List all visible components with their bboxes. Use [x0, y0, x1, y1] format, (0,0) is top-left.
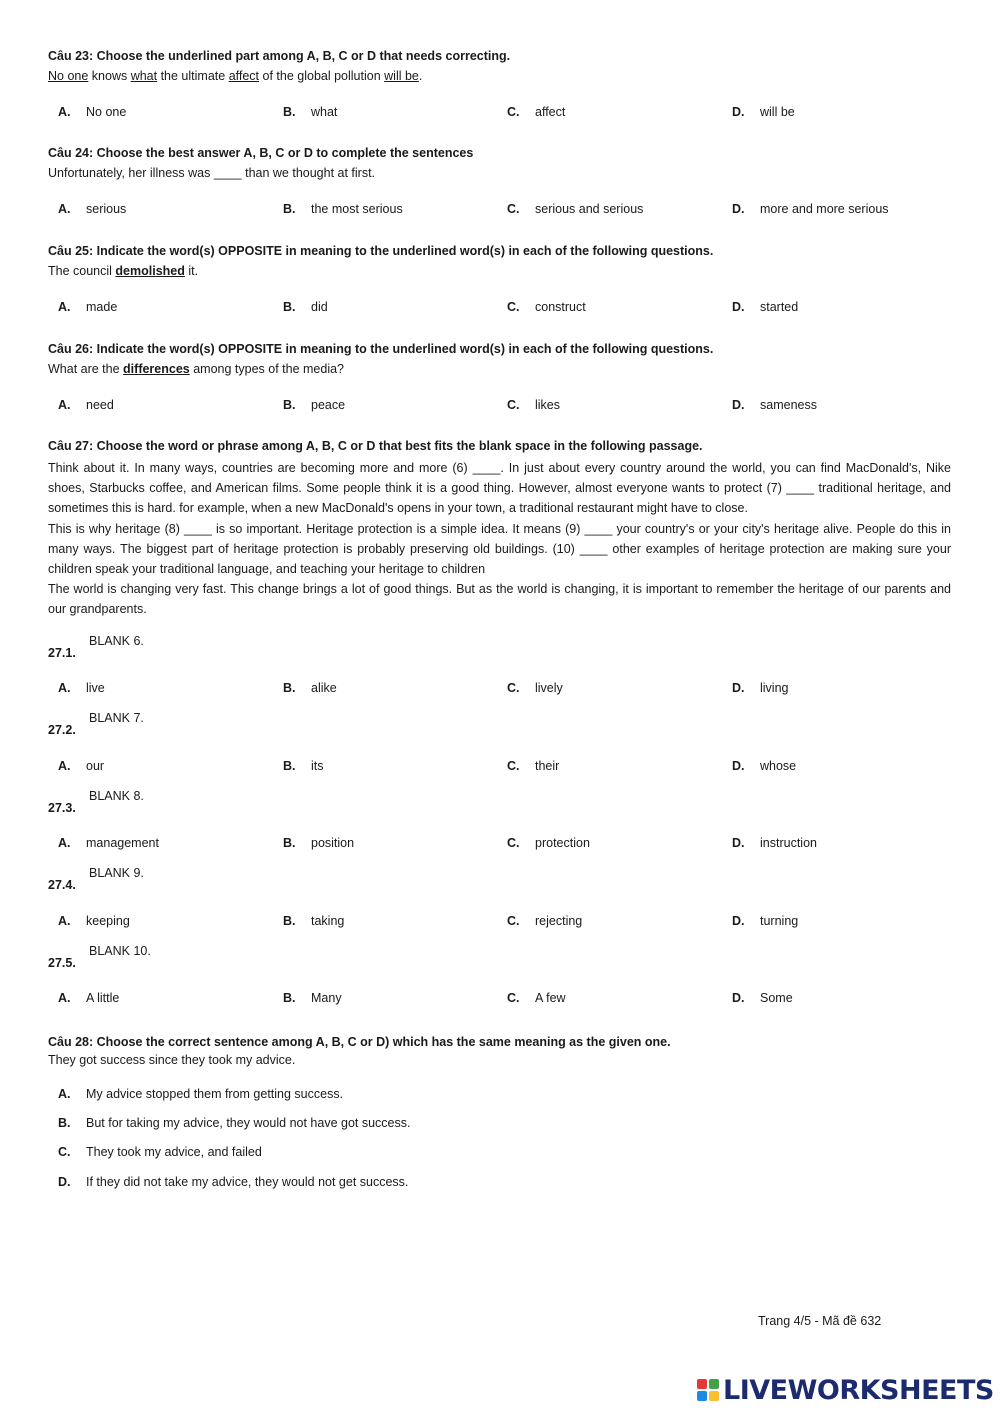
q27-3-option-b[interactable] [273, 836, 354, 850]
q27-2-option-c[interactable] [497, 759, 559, 773]
q27-1-option-a[interactable] [48, 681, 105, 695]
q26-option-a[interactable] [48, 398, 114, 412]
q28-option-b[interactable] [48, 1116, 410, 1130]
q25-option-a[interactable] [48, 300, 117, 314]
q27-2-options [48, 759, 951, 777]
option-letter: D. [732, 991, 745, 1005]
q25-title: Câu 25: Indicate the word(s) OPPOSITE in meaning to the underlined word(s) in each of the following questions. [48, 244, 714, 258]
option-text: will be [760, 105, 795, 119]
q27-1-options [48, 681, 951, 699]
q28-option-c[interactable] [48, 1145, 262, 1159]
passage-paragraph: This is why heritage (8) ____ is so important. Heritage protection is a simple idea. It means (9) ____ your country's or your city's heritage alive. People do this in many ways. The biggest part of heritage protection is probably preserving old buildings. (10) ____ other examples of heritage protection are making sure your children speak your traditional language, and teaching your heritage to children [48, 521, 951, 577]
q25-text: The council [48, 264, 116, 278]
option-letter: D. [732, 300, 745, 314]
option-text: My advice stopped them from getting success. [86, 1087, 344, 1101]
logo-text: LIVEWORKSHEETS [723, 1375, 994, 1406]
option-letter: D. [732, 398, 745, 412]
q23-title: Câu 23: Choose the underlined part among A, B, C or D that needs correcting. [48, 49, 511, 63]
q27-2-number: 27.2. [48, 723, 76, 737]
option-text: need [86, 398, 114, 412]
q26-title: Câu 26: Indicate the word(s) OPPOSITE in meaning to the underlined word(s) in each of the following questions. [48, 342, 714, 356]
option-letter: A. [58, 202, 71, 216]
option-text: No one [86, 105, 127, 119]
option-letter: C. [507, 105, 520, 119]
option-text: Some [760, 991, 793, 1005]
option-text: Many [311, 991, 342, 1005]
q23-text: . [418, 69, 423, 83]
option-text: A little [86, 991, 120, 1005]
q24-option-c[interactable] [497, 202, 643, 216]
option-text: alike [311, 681, 337, 695]
option-text: keeping [86, 914, 130, 928]
option-text: their [535, 759, 560, 773]
q26-text: among types of the media? [189, 362, 345, 376]
page-footer: Trang 4/5 - Mã đề 632 [758, 1314, 882, 1328]
option-text: taking [311, 914, 345, 928]
q25-option-d[interactable] [722, 300, 798, 314]
q28-sentence: They got success since they took my advice. [48, 1053, 296, 1067]
option-text: made [86, 300, 118, 314]
option-letter: D. [732, 681, 745, 695]
q26-option-d[interactable] [722, 398, 817, 412]
option-text: living [760, 681, 789, 695]
q27-4-blank-label: BLANK 9. [89, 866, 144, 880]
q27-5-options [48, 991, 951, 1009]
option-letter: D. [732, 914, 745, 928]
option-letter: C. [507, 914, 520, 928]
option-text: more and more serious [760, 202, 889, 216]
option-text: rejecting [535, 914, 583, 928]
option-letter: C. [507, 202, 520, 216]
option-text: started [760, 300, 799, 314]
option-letter: D. [732, 836, 745, 850]
option-letter: A. [58, 836, 71, 850]
q27-passage [48, 458, 951, 620]
option-letter: A. [58, 300, 71, 314]
q27-3-blank-label: BLANK 8. [89, 789, 144, 803]
q24-option-d[interactable] [722, 202, 889, 216]
option-text: whose [760, 759, 797, 773]
q27-5-number: 27.5. [48, 956, 76, 970]
q27-5-option-b[interactable] [273, 991, 342, 1005]
option-text: live [86, 681, 105, 695]
option-letter: D. [732, 759, 745, 773]
q23-underlined-d: will be [384, 69, 419, 83]
q27-3-option-c[interactable] [497, 836, 590, 850]
q23-sentence [48, 69, 422, 83]
q27-5-blank-label: BLANK 10. [89, 944, 151, 958]
q27-4-number: 27.4. [48, 878, 76, 892]
option-letter: A. [58, 681, 71, 695]
option-text: But for taking my advice, they would not have got success. [86, 1116, 411, 1130]
option-text: construct [535, 300, 586, 314]
q23-options [48, 105, 951, 123]
option-text: A few [535, 991, 566, 1005]
q24-sentence: Unfortunately, her illness was ____ than we thought at first. [48, 166, 376, 180]
q27-5-option-a[interactable] [48, 991, 119, 1005]
q27-title: Câu 27: Choose the word or phrase among A, B, C or D that best fits the blank space in the following passage. [48, 439, 703, 453]
option-letter: A. [58, 759, 71, 773]
option-letter: A. [58, 991, 71, 1005]
liveworksheets-logo [697, 1375, 994, 1411]
option-text: position [311, 836, 355, 850]
q25-options [48, 300, 951, 318]
option-letter: D. [58, 1175, 71, 1189]
q23-option-b[interactable] [273, 105, 337, 119]
option-letter: C. [507, 759, 520, 773]
q23-option-c[interactable] [497, 105, 565, 119]
q23-underlined-b: what [130, 69, 158, 83]
q27-5-option-c[interactable] [497, 991, 566, 1005]
option-text: peace [311, 398, 346, 412]
option-letter: B. [283, 681, 296, 695]
q26-options [48, 398, 951, 416]
q27-1-option-b[interactable] [273, 681, 337, 695]
option-letter: B. [283, 300, 296, 314]
option-letter: A. [58, 914, 71, 928]
logo-tiles-icon [697, 1379, 721, 1403]
q27-1-option-d[interactable] [722, 681, 789, 695]
option-letter: B. [283, 759, 296, 773]
option-letter: B. [58, 1116, 71, 1130]
option-letter: B. [283, 105, 296, 119]
option-text: turning [760, 914, 799, 928]
worksheet-page [48, 0, 951, 1413]
q24-option-a[interactable] [48, 202, 126, 216]
q27-4-option-d[interactable] [722, 914, 798, 928]
q25-option-b[interactable] [273, 300, 328, 314]
q26-option-c[interactable] [497, 398, 560, 412]
option-letter: B. [283, 991, 296, 1005]
q27-4-option-c[interactable] [497, 914, 582, 928]
q28-option-a[interactable] [48, 1087, 343, 1101]
q24-options [48, 202, 951, 220]
q27-1-blank-label: BLANK 6. [89, 634, 144, 648]
option-text: our [86, 759, 105, 773]
option-text: lively [535, 681, 563, 695]
option-letter: A. [58, 1087, 71, 1101]
option-letter: A. [58, 398, 71, 412]
option-letter: C. [507, 836, 520, 850]
option-text: did [311, 300, 328, 314]
option-letter: A. [58, 105, 71, 119]
q25-option-c[interactable] [497, 300, 586, 314]
q27-1-option-c[interactable] [497, 681, 563, 695]
q26-sentence [48, 362, 344, 376]
option-text: management [86, 836, 159, 850]
q23-option-a[interactable] [48, 105, 126, 119]
q27-3-option-d[interactable] [722, 836, 817, 850]
option-text: the most serious [311, 202, 403, 216]
q27-3-option-a[interactable] [48, 836, 159, 850]
passage-paragraph: The world is changing very fast. This change brings a lot of good things. But as the world is changing, it is important to remember the heritage of our parents and our grandparents. [48, 582, 951, 617]
option-text: They took my advice, and failed [86, 1145, 262, 1159]
option-letter: C. [507, 991, 520, 1005]
q26-underlined-word: differences [123, 362, 190, 376]
q26-text: What are the [48, 362, 124, 376]
q24-title: Câu 24: Choose the best answer A, B, C or D to complete the sentences [48, 146, 474, 160]
option-letter: B. [283, 202, 296, 216]
q27-3-number: 27.3. [48, 801, 76, 815]
q26-option-b[interactable] [273, 398, 345, 412]
option-letter: B. [283, 398, 296, 412]
option-text: instruction [760, 836, 817, 850]
option-text: serious and serious [535, 202, 644, 216]
option-letter: C. [507, 398, 520, 412]
q28-title: Câu 28: Choose the correct sentence among A, B, C or D) which has the same meaning as the given one. [48, 1035, 671, 1049]
option-letter: B. [283, 836, 296, 850]
q23-underlined-a: No one [48, 69, 89, 83]
q23-text: of the global pollution [259, 69, 385, 83]
q23-option-d[interactable] [722, 105, 795, 119]
q23-text: knows [88, 69, 131, 83]
option-letter: D. [732, 202, 745, 216]
option-letter: D. [732, 105, 745, 119]
q27-2-blank-label: BLANK 7. [89, 711, 144, 725]
q25-underlined-word: demolished [115, 264, 185, 278]
q27-5-option-d[interactable] [722, 991, 793, 1005]
q25-text: it. [184, 264, 199, 278]
option-text: protection [535, 836, 590, 850]
q25-sentence [48, 264, 198, 278]
q27-2-option-b[interactable] [273, 759, 324, 773]
option-letter: C. [58, 1145, 71, 1159]
q23-text: the ultimate [157, 69, 229, 83]
option-letter: C. [507, 300, 520, 314]
q24-option-b[interactable] [273, 202, 403, 216]
q27-4-options [48, 914, 951, 932]
q27-3-options [48, 836, 951, 854]
q27-2-option-a[interactable] [48, 759, 104, 773]
passage-paragraph: Think about it. In many ways, countries are becoming more and more (6) ____. In just about every country around the world, you can find MacDonald's, Nike shoes, Starbucks coffee, and American films. Some people think it is a good thing. However, almost everyone wants to protect (7) ____ traditional heritage, and sometimes this is hard. for example, when a new MacDonald's opens in your town, a traditional restaurant might have to close. [48, 461, 951, 516]
option-text: likes [535, 398, 561, 412]
option-letter: B. [283, 914, 296, 928]
option-text: affect [535, 105, 566, 119]
option-text: sameness [760, 398, 817, 412]
q27-4-option-b[interactable] [273, 914, 344, 928]
option-text: what [311, 105, 338, 119]
option-letter: C. [507, 681, 520, 695]
q23-underlined-c: affect [228, 69, 260, 83]
q27-2-option-d[interactable] [722, 759, 796, 773]
q27-4-option-a[interactable] [48, 914, 130, 928]
q27-1-number: 27.1. [48, 646, 76, 660]
option-text: If they did not take my advice, they would not get success. [86, 1175, 409, 1189]
q28-option-d[interactable] [48, 1175, 408, 1189]
option-text: serious [86, 202, 127, 216]
option-text: its [311, 759, 324, 773]
